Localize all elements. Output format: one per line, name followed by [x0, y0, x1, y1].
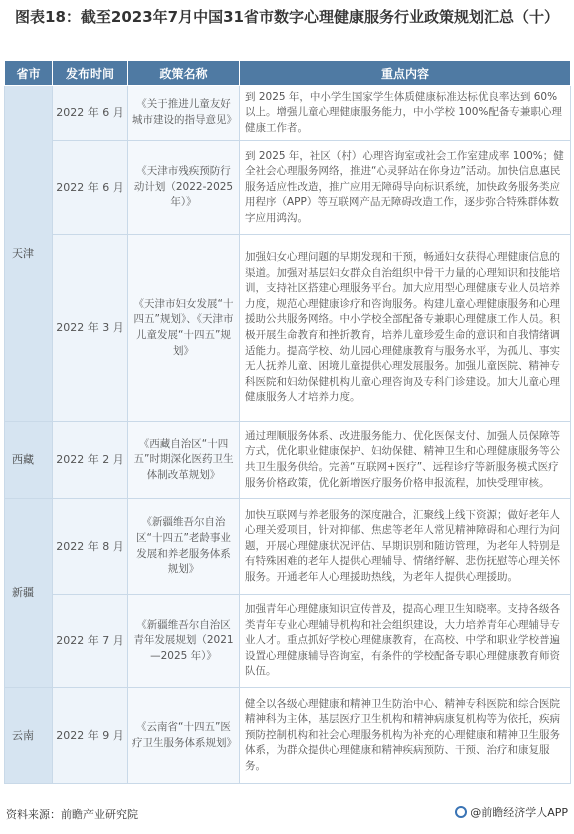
- content-cell: 加强青年心理健康知识宣传普及，提高心理卫生知晓率。支持各级各类青年专业心理辅导机构和社会组织建设，大力培养青年心理辅导专业人才。重点抓好学校心理健康教育，在高校、中学和职业学校普遍设置心理健康辅导咨询室，有条件的学校配备专职心理健康教育师资队伍。: [240, 595, 571, 688]
- content-cell: 通过理顺服务体系、改进服务能力、优化医保支付、加强人员保障等方式，优化职业健康保护、妇幼保健、精神卫生和心理健康服务等公共卫生服务供给。完善“互联网+医疗”、远程诊疗等新服务模式医疗服务价格政策，优化新增医疗服务价格申报流程，加快受理审核。: [240, 422, 571, 499]
- table-row: [5, 688, 571, 784]
- province-cell: 新疆: [5, 499, 53, 688]
- policy-name-cell: 《天津市残疾预防行动计划（2022-2025 年）》: [128, 141, 240, 235]
- table-row: [5, 235, 571, 422]
- date-cell: 2022 年 6 月: [53, 86, 128, 141]
- policy-name-cell: 《云南省“十四五”医疗卫生服务体系规划》: [128, 688, 240, 784]
- column-header-policy-name: 政策名称: [128, 61, 240, 86]
- policy-name-cell: 《新疆维吾尔自治区青年发展规划（2021—2025 年）》: [128, 595, 240, 688]
- content-cell: 到 2025 年，社区（村）心理咨询室或社会工作室建成率 100%；健全社会心理服务网络，推进“心灵驿站在你身边”活动。加快信息惠民服务适应性改造，推广应用无障碍导向标识系统，加快政务服务类应用程序（APP）等互联网产品无障碍改造工作，逐步弥合特殊群体数字应用鸿沟。: [240, 141, 571, 235]
- column-header-date: 发布时间: [53, 61, 128, 86]
- date-cell: 2022 年 7 月: [53, 595, 128, 688]
- policy-name-cell: 《关于推进儿童友好城市建设的指导意见》: [128, 86, 240, 141]
- brand-logo: [455, 804, 568, 820]
- table-row: [5, 595, 571, 688]
- table-row: [5, 499, 571, 595]
- column-header-key-content: 重点内容: [240, 61, 571, 86]
- province-cell: 云南: [5, 688, 53, 784]
- policy-name-cell: 《天津市妇女发展“十四五”规划》、《天津市儿童发展“十四五”规划》: [128, 235, 240, 422]
- content-cell: 健全以各级心理健康和精神卫生防治中心、精神专科医院和综合医院精神科为主体，基层医疗卫生机构和精神病康复机构等为依托，疾病预防控制机构和社会心理服务机构为补充的心理健康和精神卫生服务体系，为群众提供心理健康和精神疾病预防、干预、治疗和康复服务。: [240, 688, 571, 784]
- content-cell: 加快互联网与养老服务的深度融合，汇聚线上线下资源；做好老年人心理关爱项目，针对抑郁、焦虑等老年人常见精神障碍和心理行为问题，开展心理健康状况评估、早期识别和随访管理，为老年人特别是有特殊困难的老年人提供心理辅导、情绪纾解、悲伤抚慰等心理关怀服务。开通老年人心理援助热线，为老年人提供心理援助。: [240, 499, 571, 595]
- brand-logo-icon: [455, 806, 467, 818]
- date-cell: 2022 年 8 月: [53, 499, 128, 595]
- province-cell: 天津: [5, 86, 53, 422]
- brand-logo-text: @前瞻经济学人APP: [470, 806, 568, 819]
- table-row: [5, 141, 571, 235]
- source-note: 资料来源：前瞻产业研究院: [6, 808, 138, 821]
- policy-table: [4, 60, 571, 784]
- table-row: [5, 422, 571, 499]
- date-cell: 2022 年 3 月: [53, 235, 128, 422]
- table-header-row: [5, 61, 571, 86]
- policy-name-cell: 《西藏自治区“十四五”时期深化医药卫生体制改革规划》: [128, 422, 240, 499]
- province-cell: 西藏: [5, 422, 53, 499]
- page-title: 图表18：截至2023年7月中国31省市数字心理健康服务行业政策规划汇总（十）: [15, 8, 559, 26]
- table-row: [5, 86, 571, 141]
- date-cell: 2022 年 2 月: [53, 422, 128, 499]
- content-cell: 加强妇女心理问题的早期发现和干预，畅通妇女获得心理健康信息的渠道。加强对基层妇女群众自治组织中骨干力量的心理知识和技能培训，支持社区搭建心理服务平台。加大应用型心理健康专业人员培养力度，规范心理健康诊疗和咨询服务。构建儿童心理健康服务和心理援助公共服务网络。中小学校全部配备专兼职心理健康工作人员。积极开展生命教育和挫折教育，培养儿童珍爱生命的意识和自我情绪调适能力。提高学校、幼儿园心理健康教育与服务水平，为孤儿、事实无人抚养儿童、困境儿童提供心理发展服务。加强儿童医院、精神专科医院和妇幼保健机构儿童心理咨询及专科门诊建设。加大儿童心理健康服务人才培养力度。: [240, 235, 571, 422]
- policy-name-cell: 《新疆维吾尔自治区“十四五”老龄事业发展和养老服务体系规划》: [128, 499, 240, 595]
- date-cell: 2022 年 6 月: [53, 141, 128, 235]
- date-cell: 2022 年 9 月: [53, 688, 128, 784]
- content-cell: 到 2025 年，中小学生国家学生体质健康标准达标优良率达到 60%以上。增强儿童心理健康服务能力，中小学校 100%配备专兼职心理健康工作者。: [240, 86, 571, 141]
- column-header-province: 省市: [5, 61, 53, 86]
